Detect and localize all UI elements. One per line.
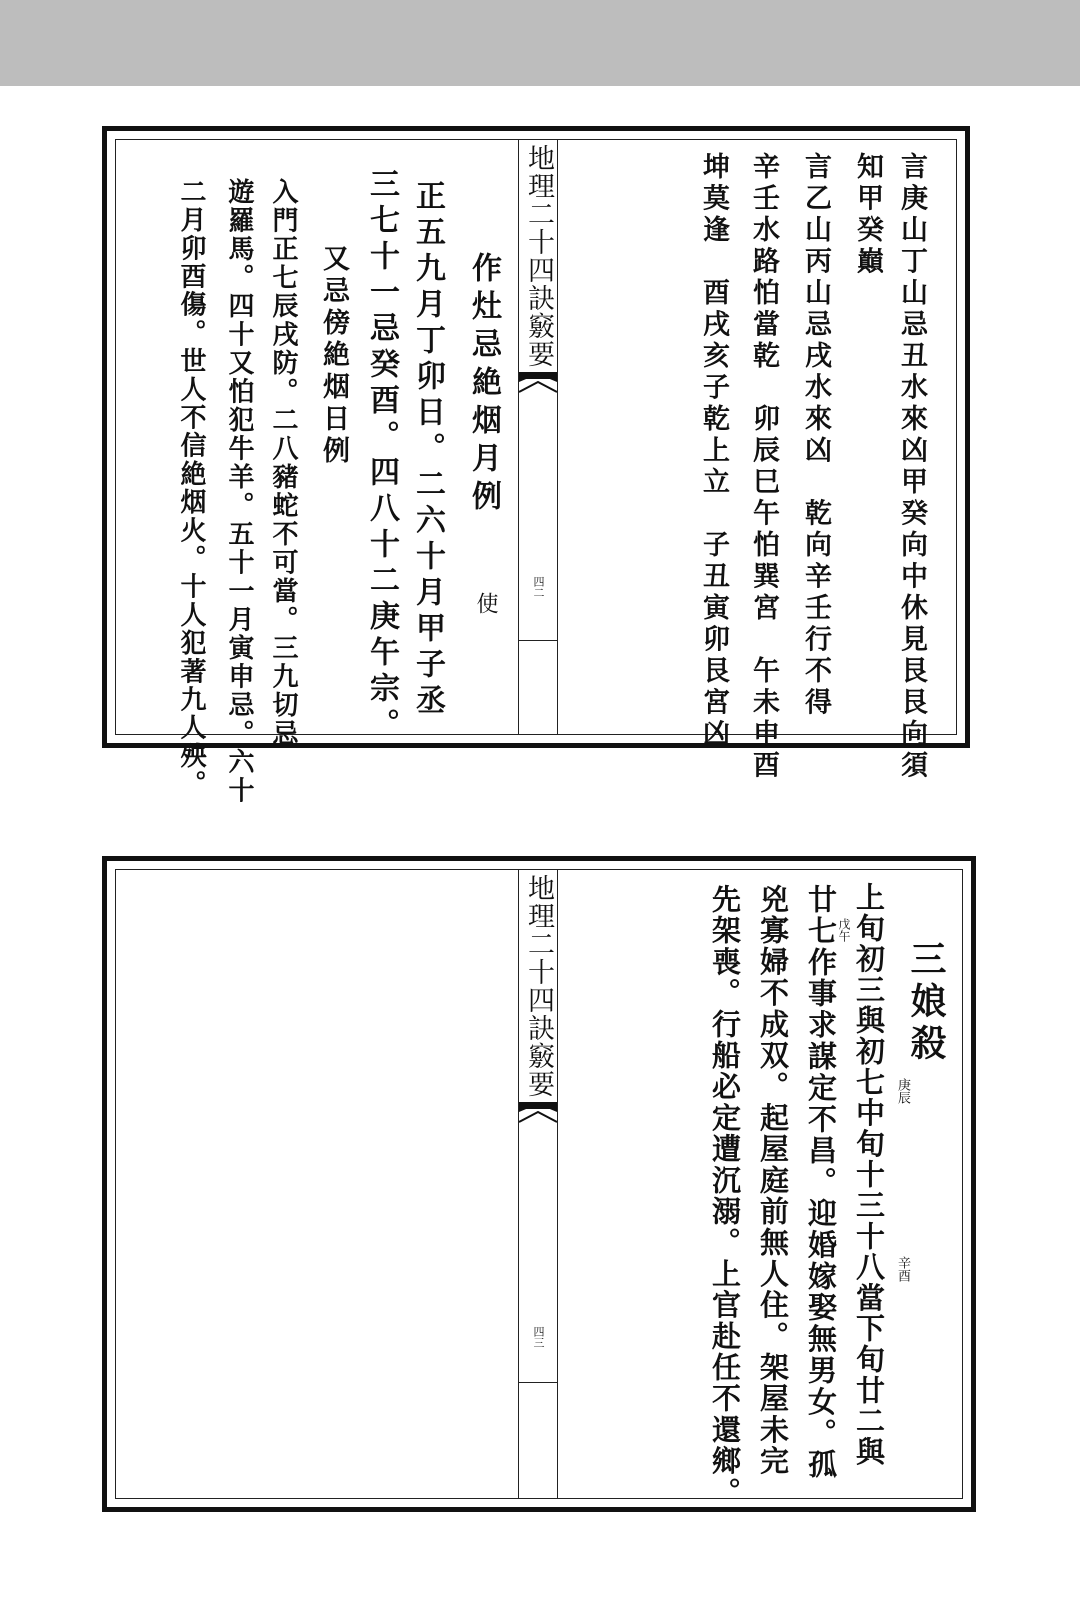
bottom-col-4: 先架喪。行船必定遭沉溺。上官赴任不還鄉。 (708, 884, 742, 1508)
top-gutter (518, 140, 558, 734)
bottom-col-1: 上旬初三與初七中旬十三十八當下旬廿二與 (852, 882, 886, 1468)
scanned-sheet (6, 86, 1074, 1608)
bottom-fishtail-mark (519, 1102, 557, 1128)
top-fishtail-mark (519, 372, 557, 398)
top-left-col-5: 二月卯酉傷。世人不信絶烟火。十人犯著九人殃。 (176, 178, 206, 799)
top-right-col-3: 言乙山丙山忌戌水來凶 乾向辛壬行不得 (800, 152, 831, 719)
top-right-col-2: 知甲癸巔 (852, 152, 883, 278)
bottom-heading: 三娘殺 (905, 940, 947, 1066)
top-right-col-4: 辛壬水路怕當乾 卯辰巳午怕巽宮 午未申酉 (748, 152, 779, 782)
bottom-col-2: 廿七作事求謀定不昌。迎婚嫁娶無男女。孤 (804, 884, 838, 1481)
bottom-note-gengchen: 庚辰 (895, 1078, 910, 1104)
bottom-col-3: 兇寡婦不成双。起屋庭前無人住。架屋未完 (756, 884, 790, 1477)
top-left-col-3: 入門正七辰戌防。二八豬蛇不可當。三九切忌 (268, 178, 298, 748)
top-gutter-rule (519, 640, 557, 641)
page-bottom-inner-border (115, 869, 963, 1508)
bottom-left-blank-area (116, 870, 516, 1498)
bottom-note-wuwu: 戊午 (837, 918, 851, 942)
bottom-gutter (518, 870, 558, 1498)
top-left-col-4: 遊羅馬。四十又怕犯牛羊。五十一月寅申忌。六十 (224, 178, 254, 805)
top-right-col-5: 坤莫逢 酉戌亥子乾上立 子丑寅卯艮宮凶 (698, 152, 729, 751)
page-bottom (102, 856, 976, 1512)
top-left-subheading: 又忌傍絶烟日例 (318, 244, 349, 468)
bottom-note-xinyou: 辛酉 (895, 1256, 910, 1282)
top-right-col-1: 言庚山丁山忌丑水來凶甲癸向中休見艮艮向須 (896, 152, 927, 782)
top-gutter-page-number: 四二 (532, 576, 545, 598)
top-gutter-book-title: 地理二十四訣竅要 (523, 144, 554, 368)
top-left-col-1: 正五九月丁卯日。二六十月甲子丞 (410, 180, 445, 720)
top-left-note: 使 (473, 592, 498, 614)
bottom-gutter-page-number: 四三 (532, 1326, 545, 1348)
page-top (102, 126, 970, 805)
top-left-col-2: 三七十一忌癸酉。四八十二庚午宗。 (364, 168, 399, 744)
top-left-heading: 作灶忌絶烟月例 (466, 252, 501, 518)
bottom-gutter-book-title: 地理二十四訣竅要 (523, 874, 554, 1098)
page-top-inner-border (115, 139, 957, 805)
bottom-gutter-rule (519, 1382, 557, 1383)
viewer-top-bar (0, 0, 1080, 86)
